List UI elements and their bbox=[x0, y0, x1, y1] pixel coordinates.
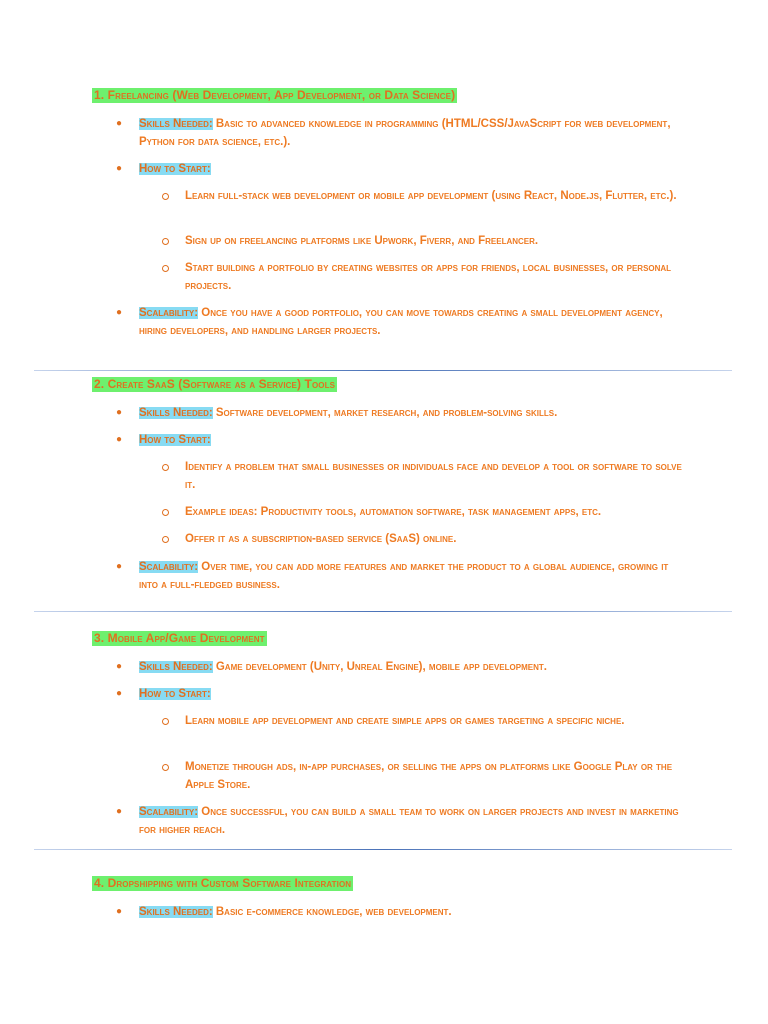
skills-label: Skills Needed: bbox=[139, 906, 213, 918]
scalability-text: Once successful, you can build a small team to work on larger projects and invest in marketing for higher reach. bbox=[139, 806, 679, 836]
circle-bullet-icon bbox=[162, 238, 169, 245]
circle-bullet-icon bbox=[162, 509, 169, 516]
bullet-icon: ● bbox=[116, 163, 123, 174]
bullet-icon: ● bbox=[116, 407, 123, 418]
section-1-heading: 1. Freelancing (Web Development, App Development, or Data Science) bbox=[94, 88, 456, 102]
circle-bullet-icon bbox=[162, 265, 169, 272]
scalability-label: Scalability: bbox=[139, 806, 199, 818]
horizontal-divider bbox=[34, 370, 732, 371]
section-4-heading: 4. Dropshipping with Custom Software Integration bbox=[94, 876, 352, 890]
scalability-label: Scalability: bbox=[139, 561, 199, 573]
skills-text: Software development, market research, and problem-solving skills. bbox=[212, 407, 558, 419]
bullet-icon: ● bbox=[116, 806, 123, 817]
bullet-icon: ● bbox=[116, 906, 123, 917]
circle-bullet-icon bbox=[162, 718, 169, 725]
start-label: How to Start: bbox=[139, 434, 211, 446]
skills-label: Skills Needed: bbox=[139, 118, 213, 130]
start-label: How to Start: bbox=[139, 163, 211, 175]
bullet-icon: ● bbox=[116, 118, 123, 129]
skills-text: Basic e-commerce knowledge, web development. bbox=[212, 906, 452, 918]
circle-bullet-icon bbox=[162, 464, 169, 471]
section-2-heading: 2. Create SaaS (Software as a Service) Tools bbox=[94, 377, 336, 391]
skills-label: Skills Needed: bbox=[139, 407, 213, 419]
skills-text: Game development (Unity, Unreal Engine), mobile app development. bbox=[212, 661, 547, 673]
skills-text: Basic to advanced knowledge in programming (HTML/CSS/JavaScript for web development, Python for data science, etc.). bbox=[139, 118, 671, 148]
circle-bullet-icon bbox=[162, 193, 169, 200]
scalability-text: Over time, you can add more features and market the product to a global audience, growing it into a full-fledged business. bbox=[139, 561, 669, 591]
scalability-label: Scalability: bbox=[139, 307, 199, 319]
bullet-icon: ● bbox=[116, 561, 123, 572]
skills-label: Skills Needed: bbox=[139, 661, 213, 673]
section-3-heading: 3. Mobile App/Game Development bbox=[94, 631, 265, 645]
horizontal-divider bbox=[34, 849, 732, 850]
bullet-icon: ● bbox=[116, 661, 123, 672]
bullet-icon: ● bbox=[116, 688, 123, 699]
scalability-text: Once you have a good portfolio, you can move towards creating a small development agency, hiring developers, and handling larger projects. bbox=[139, 307, 663, 337]
bullet-icon: ● bbox=[116, 434, 123, 445]
start-label: How to Start: bbox=[139, 688, 211, 700]
circle-bullet-icon bbox=[162, 536, 169, 543]
horizontal-divider bbox=[34, 611, 732, 612]
document-page: 1. Freelancing (Web Development, App Development, or Data Science) ● Skills Needed: Basic to advanced knowledge in programming (HTML/CSS/JavaScript for web development, Python for data science, etc.). ● How to Start: Learn full-stack web development or mobile app development (using React, Node.js, Flutter, etc.). Sign up on freelancing platforms like Upwork, Fiverr, and Freelancer. Start building a portfolio by creating websites or apps for friends, local businesses, or personal projects. ● Scalability: Once you have a good portfolio, you can move towards creating a small development agency, hiring developers, and handling larger projects. 2. Create SaaS (Software as a Service) Tools ● Skills Needed: Software development, market research, and problem-solving skills. ● How to Start: Identify a problem that small businesses or individuals face and develop a tool or software to solve it. Example ideas: Productivity tools, automation software, task management apps, etc. Offer it as a subscription-based service (SaaS) online. ● Scalability: Over time, you can add more features and market the product to a global audience, growing it into a full-fledged business. 3. Mobile App/Game Development ● Skills Needed: Game development (Unity, Unreal Engine), mobile app development. ● How to Start: Learn mobile app development and create simple apps or games targeting a specific niche. Monetize through ads, in-app purchases, or selling the apps on platforms like Google Play or the Apple Store. ● Scalability: Once successful, you can build a small team to work on larger projects and invest in marketing for higher reach. 4. Dropshipping with Custom Software Integration ● Skills Needed: Basic e-commerce knowledge, web development. bbox=[0, 0, 768, 1024]
bullet-icon: ● bbox=[116, 307, 123, 318]
circle-bullet-icon bbox=[162, 764, 169, 771]
